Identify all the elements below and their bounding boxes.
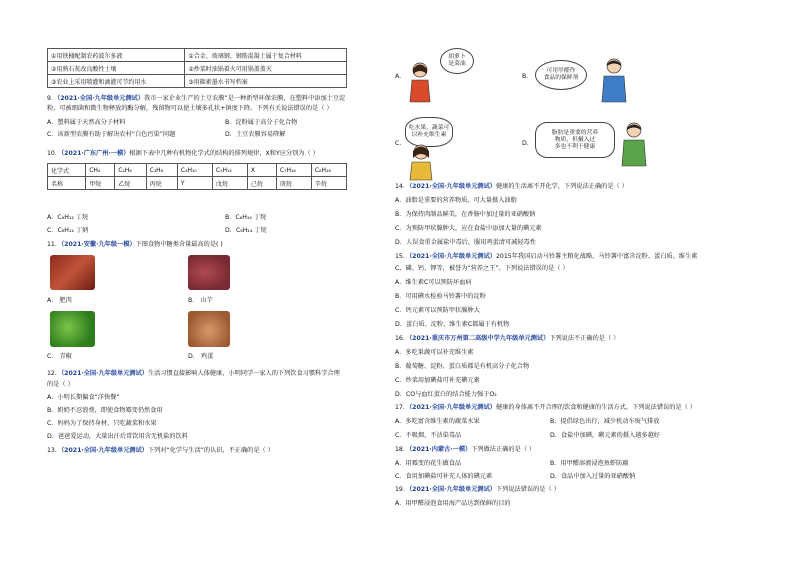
table-row [48, 49, 347, 62]
q11-option-d: D． 鸡蛋 [188, 353, 214, 360]
eggs-image [188, 311, 230, 347]
q11-option-c: C． 青椒 [47, 353, 72, 360]
q15-stem: 15．（2021·全国·九年级单元测试）2015年我国启动马铃薯主粮化战略，马铃薯中富含淀粉、蛋白质、维生素 [395, 253, 698, 260]
table-cell: 辛烷 [311, 177, 346, 190]
q12-stem: 12．（2021·全国·九年级单元测试）生活习惯直接影响人体健康，小明同学一家人的下列饮食习惯科学合理 [47, 370, 340, 377]
table-cell: 甲烷 [86, 177, 115, 190]
q14-stem: 14．（2021·全国·九年级单元测试）健康的生活离不开化学，下列说法正确的是（ ） [395, 183, 628, 190]
table-cell: C₅H₁₂ [212, 164, 247, 177]
q18-option-b: B．用甲醛溶液浸泡鱼虾防腐 [550, 460, 629, 467]
q18-stem: 18．（2021·内蒙古·一模）下列做法正确的是（ ） [395, 446, 536, 453]
q11-option-b: B． 山芋 [188, 297, 213, 304]
q9-stem: 9．（2021·全国·九年级单元测试）我市一家企业生产的土豆农膜”是一种新型环保农膜，在塑料中添加土豆淀 [47, 95, 346, 102]
q10-option-a: A．C₆H₁₂ 丁烷 [47, 214, 89, 221]
q14-option-d: D．人误食重金属盐中毒后，服用鸡蛋清可减轻毒性 [395, 239, 536, 246]
q12-option-c: C．妈妈为了保持身材，只吃蔬菜和水果 [47, 420, 157, 427]
q12-option-d: D．爸爸爱运动，大量出汗后常饮用含无机盐的饮料 [47, 433, 188, 440]
green-pepper-image [50, 311, 95, 347]
man-figure-icon [618, 120, 650, 168]
q9-option-c: C．该新型农膜有助于解决农村“白色污染”问题 [47, 131, 176, 138]
q9-stem-2: 粉，可被细菌和微生物释放的酶分解，残留物可以使土壤多孔状+镇度下降。下列有关说法错误的是（ ） [47, 105, 333, 112]
speech-bubble-a: 胡萝卜 是菜油 [440, 48, 474, 74]
speech-bubble-d: 脂肪是重要的营养 物质，但摄入过 多也不利于健康 [535, 122, 615, 158]
q13-stem: 13．（2021·全国·九年级单元测试）下列对“化学与生活”的认识，不正确的是（ ） [47, 447, 274, 454]
girl-figure-icon [405, 60, 435, 105]
q15-option-a: A．维生素C可以预防坏血病 [395, 279, 472, 286]
table-cell: Y [177, 177, 212, 190]
q10-option-b: B．C₆H₁₄ 丁烷 [225, 214, 267, 221]
table-cell: ②用熟石灰改良酸性土壤 [48, 62, 185, 75]
q17-option-a: A．多吃富含维生素的蔬菜水果 [395, 418, 480, 425]
table-cell: ②炒菜时油锅着火可用锅盖盖灭 [185, 62, 347, 75]
q10-table [47, 163, 347, 190]
q16-stem: 16．（2021·重庆市万州第二高级中学九年级单元测试）下列说法不正确的是（ ） [395, 335, 620, 342]
q14-option-a: A．油脂是重要的营养物质，可大量摄入油脂 [395, 197, 517, 204]
q19-stem: 19．（2021·全国·九年级单元测试）下列说法错误的是（ ） [395, 486, 560, 493]
table-cell: X [247, 164, 276, 177]
q10-option-d: D．C₆H₁₄ 丁烷 [225, 227, 267, 234]
table-cell: 戊烷 [212, 177, 247, 190]
table-cell: ③用碳素墨水书写档案 [185, 75, 347, 88]
table-cell: CH₄ [86, 164, 115, 177]
table-cell: 名称 [48, 177, 86, 190]
table-cell: ①合金、玻璃钢、钢筋混凝土属于复合材料 [185, 49, 347, 62]
table-cell: 化学式 [48, 164, 86, 177]
q12-stem-2: 的是（ ） [47, 381, 74, 388]
speech-bubble-b: 可用甲醛作 食品的保鲜剂 [535, 60, 587, 90]
q10-option-c: C．C₆H₁₂ 丁炳 [47, 227, 89, 234]
table-cell: 己烷 [247, 177, 276, 190]
q18-option-d: D．食品中加入过量的亚硝酸钠 [550, 473, 636, 480]
q17-option-d: D．食盐中加碘，碘元素的摄入越多越好 [550, 432, 660, 439]
table-cell: ①用铁桶配制农药波尔多液 [48, 49, 185, 62]
table-row [48, 164, 347, 177]
q14-option-b: B．为保持肉制品鲜美，在香肠中加过量的亚硝酸钠 [395, 211, 536, 218]
q12-option-b: B．奶奶不忍浪费，即使食物霉变仍然食用 [47, 407, 163, 414]
table-cell: C₂H₆ [115, 164, 146, 177]
speech-bubble-c: 吃水果、蔬菜可 以补充维生素 [405, 117, 453, 147]
table-row [48, 177, 347, 190]
q18-option-c: C．食用加碘盐可补充人体的碘元素 [395, 473, 493, 480]
table-cell: C₈H₁₈ [311, 164, 346, 177]
table-cell: 乙烷 [115, 177, 146, 190]
q10-stem: 10．（2021·广东广州·一模）根据下表中几种有机物化学式的结构的排列规律，X和Y应分别为（ ） [47, 150, 319, 157]
table-cell: 庚烷 [276, 177, 311, 190]
q9-option-b: B．淀粉属于高分子化合物 [225, 119, 298, 126]
q17-option-b: B．提倡绿色出行，减少机动车废气排放 [550, 418, 660, 425]
q16-option-c: C．炒菜用加碘盐可补充碘元素 [395, 377, 480, 384]
q16-option-b: B．葡萄糖、淀粉、蛋白质都是有机高分子化合物 [395, 363, 530, 370]
q15-option-b: B．可用碘水检验马铃薯中的淀粉 [395, 293, 486, 300]
q15-stem-2: C、磷、钙、钾等，被誉为“营养之王”。下列说法错误的是（ ） [395, 265, 569, 272]
q9-option-a: A．塑料属于天然高分子材料 [47, 119, 126, 126]
table-cell: C₃H₈ [146, 164, 177, 177]
table-cell: C₇H₁₆ [276, 164, 311, 177]
table-cell: ③农业上采用喷灌和滴灌可节约用水 [48, 75, 185, 88]
q9-option-d: D．土豆农膜容易降解 [225, 131, 286, 138]
q17-stem: 17．（2021·全国·九年级单元测试）健康的身体离不开合理的饮食和健康的生活方式，下列说法错误的是（ ） [395, 404, 696, 411]
q11-option-a: A． 肥肉 [47, 297, 72, 304]
q15-option-c: C．钙元素可以预防甲状腺肿大 [395, 307, 480, 314]
girl-figure-icon [405, 142, 437, 182]
q12-option-a: A．小明长期偏食“洋快餐” [47, 394, 120, 401]
q11-stem: 11．（2021·安徽·九年级一模）下图食物中糖类含量最高的是( ) [47, 241, 223, 248]
man-figure-icon [598, 56, 630, 104]
table-cell: C₄H₁₀ [177, 164, 212, 177]
fatty-meat-image [50, 255, 95, 290]
sweet-potato-image [188, 255, 230, 290]
q16-option-d: D．CO与血红蛋白的结合能力强于O₂ [395, 391, 497, 398]
q14-option-c: C．为预防甲状腺肿大，应在食盐中添加大量的碘元素 [395, 225, 542, 232]
table-row [48, 62, 347, 75]
q18-option-a: A．用霉变的花生做食品 [395, 460, 462, 467]
table-row [48, 75, 347, 88]
q13-label-b: B． [522, 73, 533, 80]
top-table [47, 48, 347, 88]
q13-label-c: C． [395, 140, 406, 147]
q19-option-a: A．用甲醛浸泡食用海产品达到保鲜的目的 [395, 500, 511, 507]
q13-label-a: A． [395, 73, 406, 80]
q13-label-d: D． [522, 140, 533, 147]
q16-option-a: A．多吃果蔬可以补充维生素 [395, 349, 474, 356]
q15-option-d: D．蛋白质、淀粉、维生素C都属于有机物 [395, 321, 510, 328]
table-cell: 丙烷 [146, 177, 177, 190]
q17-option-c: C．不吸烟，不沾染毒品 [395, 432, 462, 439]
